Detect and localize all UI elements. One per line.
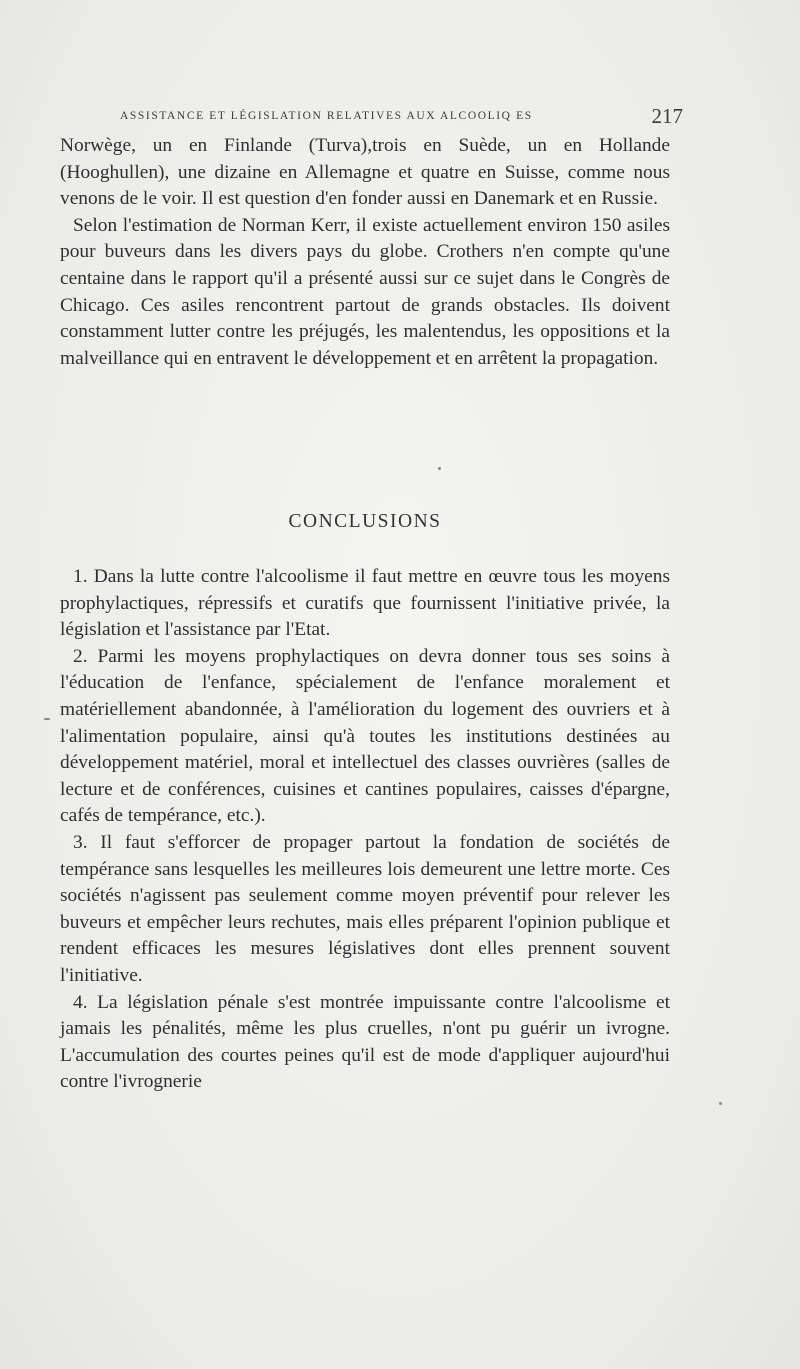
paper-speck	[44, 718, 50, 720]
conclusion-item: 2. Parmi les moyens prophylactiques on devra donner tous ses soins à l'éducation de l'enfance, spécialement de l'enfance moralement et matériellement abandonnée, à l'amélioration du logement des ouvriers et à l'alimentation populaire, ainsi qu'à toutes les institutions destinées au développement matériel, moral et intellectuel des classes ouvrières (salles de lecture et de conférences, cuisines et cantines populaires, caisses d'épargne, cafés de tempérance, etc.).	[60, 645, 670, 827]
running-head	[120, 104, 683, 128]
conclusion-item: 4. La législation pénale s'est montrée impuissante contre l'alcoolisme et jamais les pénalités, même les plus cruelles, n'ont pu guérir un ivrogne. L'accumulation des courtes peines qu'il est de mode d'appliquer aujourd'hui contre l'ivrognerie	[60, 991, 670, 1093]
paragraph: Norwège, un en Finlande (Turva),trois en Suède, un en Hollande (Hooghullen), une dizaine en Allemagne et quatre en Suisse, comme nous venons de le voir. Il est question d'en fonder aussi en Danemark et en Russie.	[60, 135, 670, 210]
paper-speck	[438, 467, 441, 470]
page-number: 217	[651, 104, 683, 128]
section-heading: CONCLUSIONS	[288, 511, 442, 532]
intro-text	[60, 133, 670, 372]
paper-speck	[719, 1102, 722, 1105]
paragraph: Selon l'estimation de Norman Kerr, il existe actuellement environ 150 asiles pour buveurs dans les divers pays du globe. Crothers n'en compte qu'une centaine dans le rapport qu'il a présenté aussi sur ce sujet dans le Congrès de Chicago. Ces asiles rencontrent partout de grands obstacles. Ils doivent constamment lutter contre les préjugés, les malentendus, les oppositions et la malveillance qui en entravent le développement et en arrêtent la propagation.	[60, 214, 670, 369]
running-title: ASSISTANCE ET LÉGISLATION RELATIVES AUX ALCOOLIQ ES	[120, 110, 533, 122]
conclusion-item: 3. Il faut s'efforcer de propager partout la fondation de sociétés de tempérance sans lesquelles les meilleures lois demeurent une lettre morte. Ces sociétés n'agissent pas seulement comme moyen préventif pour relever les buveurs et empêcher leurs rechutes, mais elles préparent l'opinion publique et rendent efficaces les mesures législatives dont elles prennent souvent l'initiative.	[60, 831, 670, 986]
conclusion-item: 1. Dans la lutte contre l'alcoolisme il faut mettre en œuvre tous les moyens prophylactiques, répressifs et curatifs que fournissent l'initiative privée, la législation et l'assistance par l'Etat.	[60, 566, 670, 641]
conclusions-list	[60, 564, 670, 1096]
